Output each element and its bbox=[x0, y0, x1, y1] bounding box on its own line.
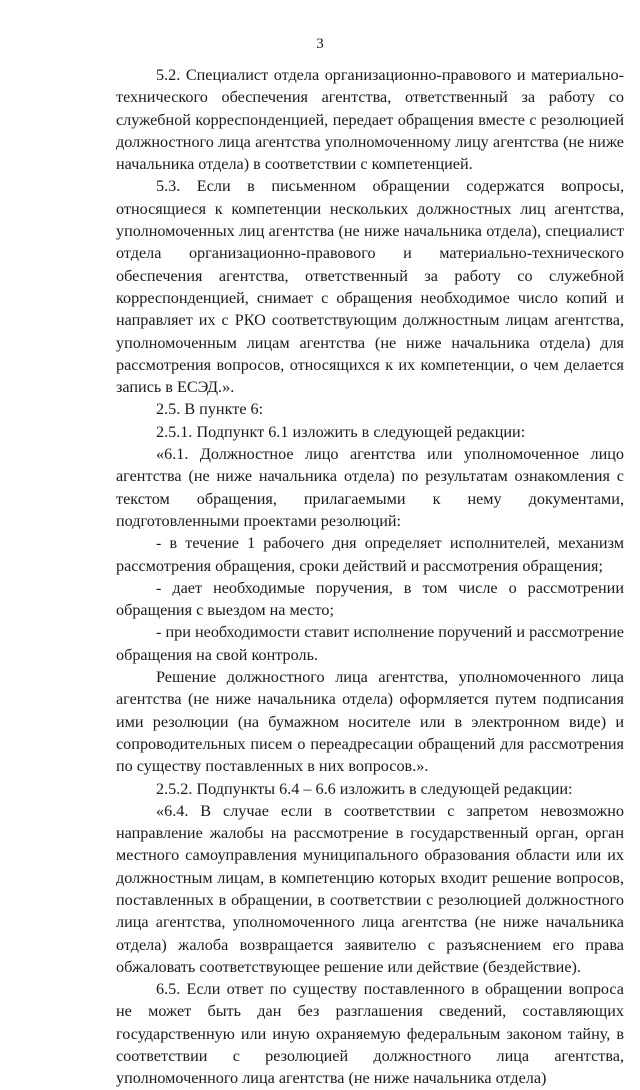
paragraph-2-5-2: 2.5.2. Подпункты 6.4 – 6.6 изложить в следующей редакции: bbox=[156, 779, 573, 798]
paragraph-6-5: 6.5. Если ответ по существу поставленного в обращении вопроса не может быть дан без разглашения сведений, составляющих государственную или иную охраняемую федеральным законом тайну, в соответствии с резолюцией должностного лица агентства, уполномоченного лица агентства (не ниже начальника отдела) bbox=[116, 980, 624, 1088]
paragraph-2-5: 2.5. В пункте 6: bbox=[156, 400, 264, 419]
paragraph-6-4: «6.4. В случае если в соответствии с запретом невозможно направление жалобы на рассмотрение в государственный орган, орган местного самоуправления муниципального образования области или их должностным лицам, в компетенцию которых входит решение вопросов, поставленных в обращении, в соответствии с резолюцией должностного лица агентства, уполномоченного лица агентства (не ниже начальника отдела) жалоба возвращается заявителю с разъяснением его права обжаловать соответствующее решение или действие (бездействие). bbox=[116, 801, 624, 976]
document-body bbox=[116, 64, 624, 1090]
paragraph-6-1-item-2: - дает необходимые поручения, в том числе о рассмотрении обращения с выездом на место; bbox=[116, 578, 624, 620]
paragraph-5-3: 5.3. Если в письменном обращении содержатся вопросы, относящиеся к компетенции нескольких должностных лиц агентства, уполномоченных лиц агентства (не ниже начальника отдела), специалист отдела организационно-правового и материально-технического обеспечения агентства, ответственный за работу со служебной корреспонденцией, снимает с обращения необходимое число копий и направляет их с РКО соответствующим должностным лицам агентства, уполномоченным лицам агентства (не ниже начальника отдела) для рассмотрения вопросов, относящихся к их компетенции, о чем делается запись в ЕСЭД.». bbox=[116, 177, 624, 397]
paragraph-2-5-1: 2.5.1. Подпункт 6.1 изложить в следующей редакции: bbox=[156, 422, 526, 441]
paragraph-6-1: «6.1. Должностное лицо агентства или уполномоченное лицо агентства (не ниже начальника отдела) по результатам ознакомления с текстом обращения, прилагаемыми к нему документами, подготовленными проектами резолюций: bbox=[116, 445, 624, 530]
paragraph-6-1-item-1: - в течение 1 рабочего дня определяет исполнителей, механизм рассмотрения обращения, сроки действий и рассмотрения обращения; bbox=[116, 534, 624, 575]
paragraph-6-1-item-3: - при необходимости ставит исполнение поручений и рассмотрение обращения на свой контроль. bbox=[116, 623, 624, 664]
paragraph-decision: Решение должностного лица агентства, уполномоченного лица агентства (не ниже начальника отдела) оформляется путем подписания ими резолюции (на бумажном носителе или в электронном виде) и сопроводительных писем о переадресации обращений для рассмотрения по существу поставленных в них вопросов.». bbox=[116, 668, 624, 776]
page-number: 3 bbox=[316, 36, 324, 52]
paragraph-5-2: 5.2. Специалист отдела организационно-правового и материально-технического обеспечения агентства, ответственный за работу со служебной корреспонденцией, передает обращения вместе с резолюцией должностного лица агентства уполномоченному лицу агентства (не ниже начальника отдела) в соответствии с компетенцией. bbox=[116, 66, 624, 174]
